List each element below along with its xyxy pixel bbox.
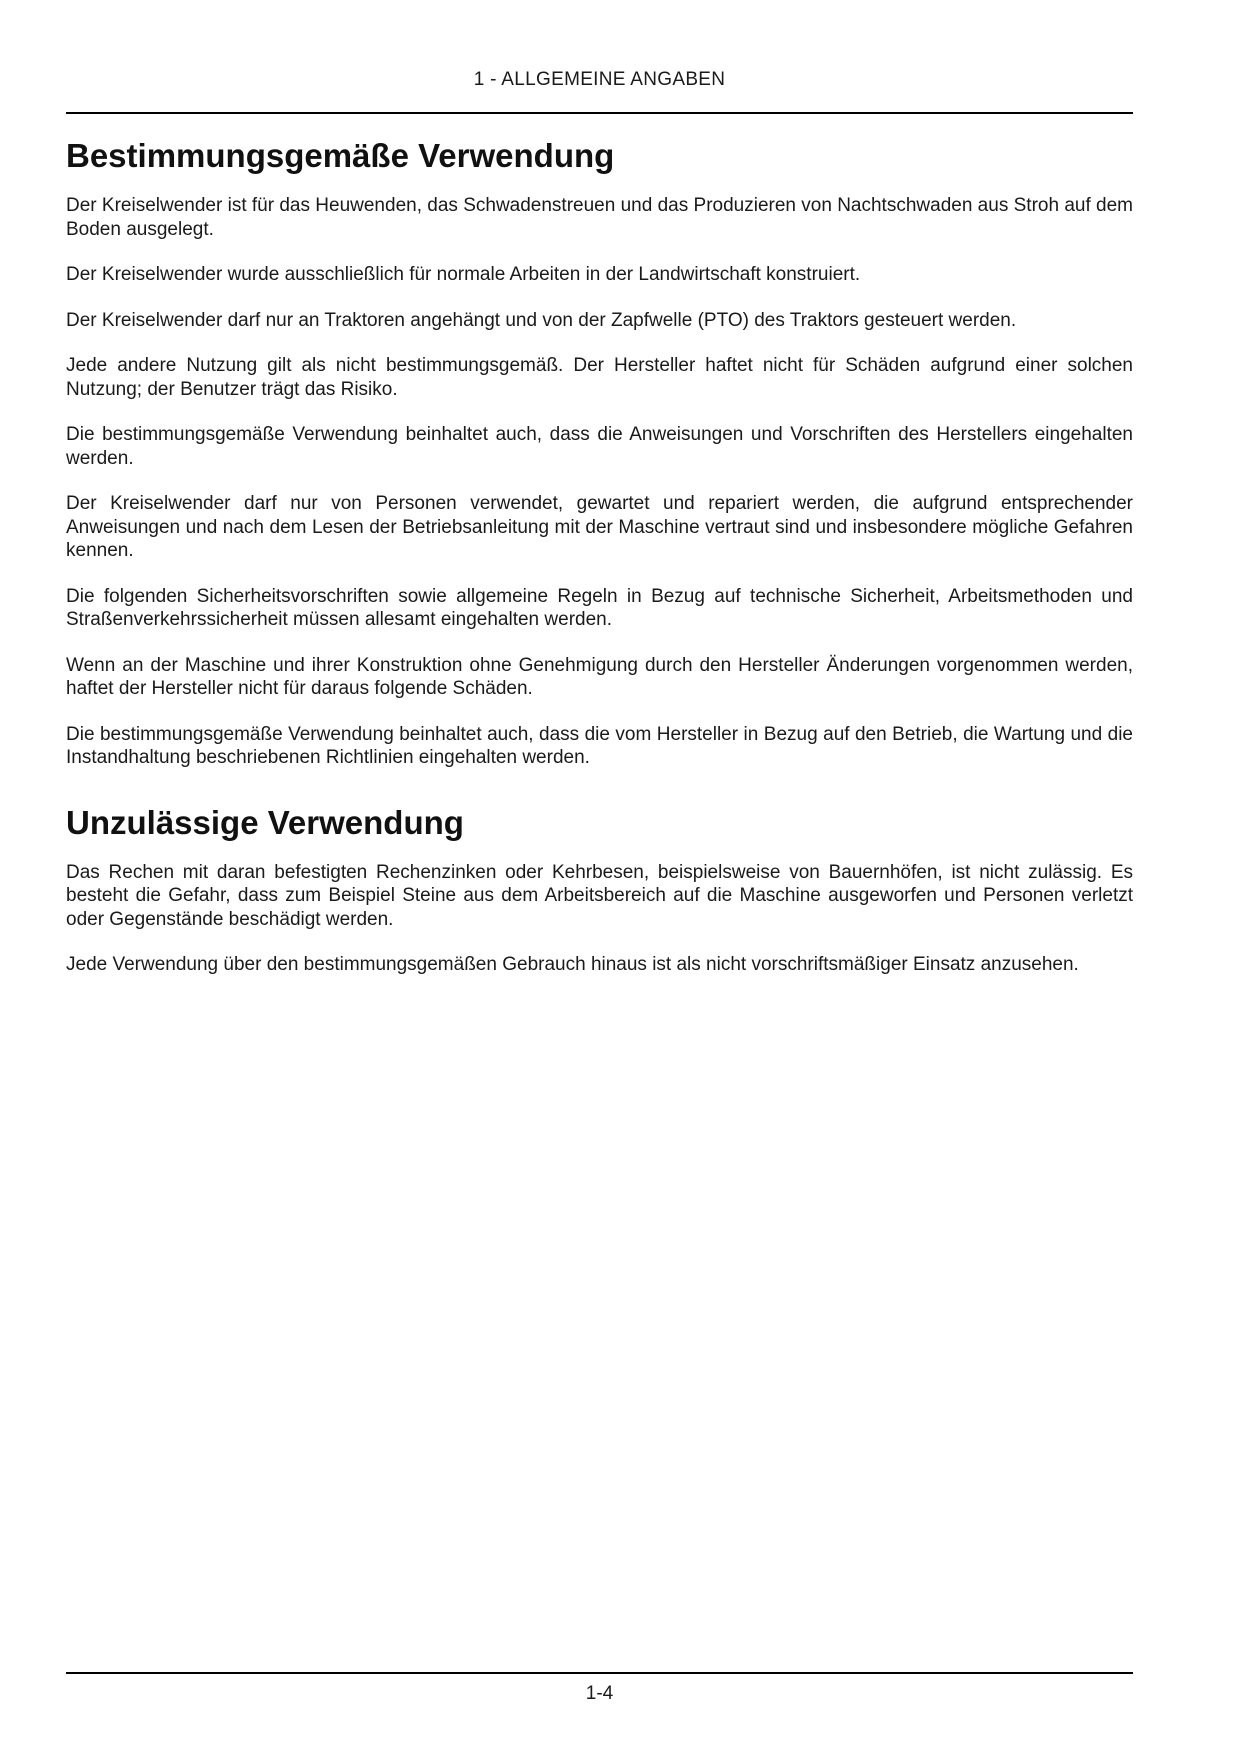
paragraph: Jede Verwendung über den bestimmungsgemäßen Gebrauch hinaus ist als nicht vorschriftsmäßiger Einsatz anzusehen. bbox=[66, 954, 1079, 975]
page-number: 1-4 bbox=[585, 1683, 614, 1704]
paragraph: Die bestimmungsgemäße Verwendung beinhaltet auch, dass die vom Hersteller in Bezug auf den Betrieb, die Wartung und die Instandhaltung beschriebenen Richtlinien eingehalten werden. bbox=[66, 723, 1133, 768]
paragraph: Wenn an der Maschine und ihrer Konstruktion ohne Genehmigung durch den Hersteller Änderungen vorgenommen werden, haftet der Hersteller nicht für daraus folgende Schäden. bbox=[66, 654, 1133, 699]
section-intended-use bbox=[66, 136, 1133, 770]
paragraph: Die bestimmungsgemäße Verwendung beinhaltet auch, dass die Anweisungen und Vorschriften des Herstellers eingehalten werden. bbox=[66, 424, 1133, 469]
paragraph: Der Kreiselwender wurde ausschließlich für normale Arbeiten in der Landwirtschaft konstruiert. bbox=[66, 264, 861, 285]
paragraph: Der Kreiselwender darf nur von Personen verwendet, gewartet und repariert werden, die aufgrund entsprechender Anweisungen und nach dem Lesen der Betriebsanleitung mit der Maschine vertraut sind und insbesondere mögliche Gefahren kennen. bbox=[66, 493, 1133, 561]
page-footer bbox=[66, 1672, 1133, 1706]
chapter-title: 1 - ALLGEMEINE ANGABEN bbox=[473, 69, 726, 90]
section-heading: Bestimmungsgemäße Verwendung bbox=[66, 137, 615, 174]
paragraph: Das Rechen mit daran befestigten Rechenzinken oder Kehrbesen, beispielsweise von Bauernhöfen, ist nicht zulässig. Es besteht die Gefahr, dass zum Beispiel Steine aus dem Arbeitsbereich auf die Maschine ausgeworfen und Personen verletzt oder Gegenstände beschädigt werden. bbox=[66, 861, 1133, 930]
paragraph: Der Kreiselwender ist für das Heuwenden, das Schwadenstreuen und das Produzieren von Nachtschwaden aus Stroh auf dem Boden ausgelegt. bbox=[66, 195, 1133, 240]
paragraph: Der Kreiselwender darf nur an Traktoren angehängt und von der Zapfwelle (PTO) des Traktors gesteuert werden. bbox=[66, 309, 1017, 331]
page-header bbox=[66, 66, 1133, 114]
paragraph: Jede andere Nutzung gilt als nicht bestimmungsgemäß. Der Hersteller haftet nicht für Schäden aufgrund einer solchen Nutzung; der Benutzer trägt das Risiko. bbox=[66, 355, 1133, 400]
section-heading: Unzulässige Verwendung bbox=[66, 803, 464, 841]
page-content bbox=[66, 136, 1133, 999]
section-improper-use bbox=[66, 803, 1133, 977]
paragraph: Die folgenden Sicherheitsvorschriften sowie allgemeine Regeln in Bezug auf technische Sicherheit, Arbeitsmethoden und Straßenverkehrssicherheit müssen allesamt eingehalten werden. bbox=[66, 585, 1133, 630]
